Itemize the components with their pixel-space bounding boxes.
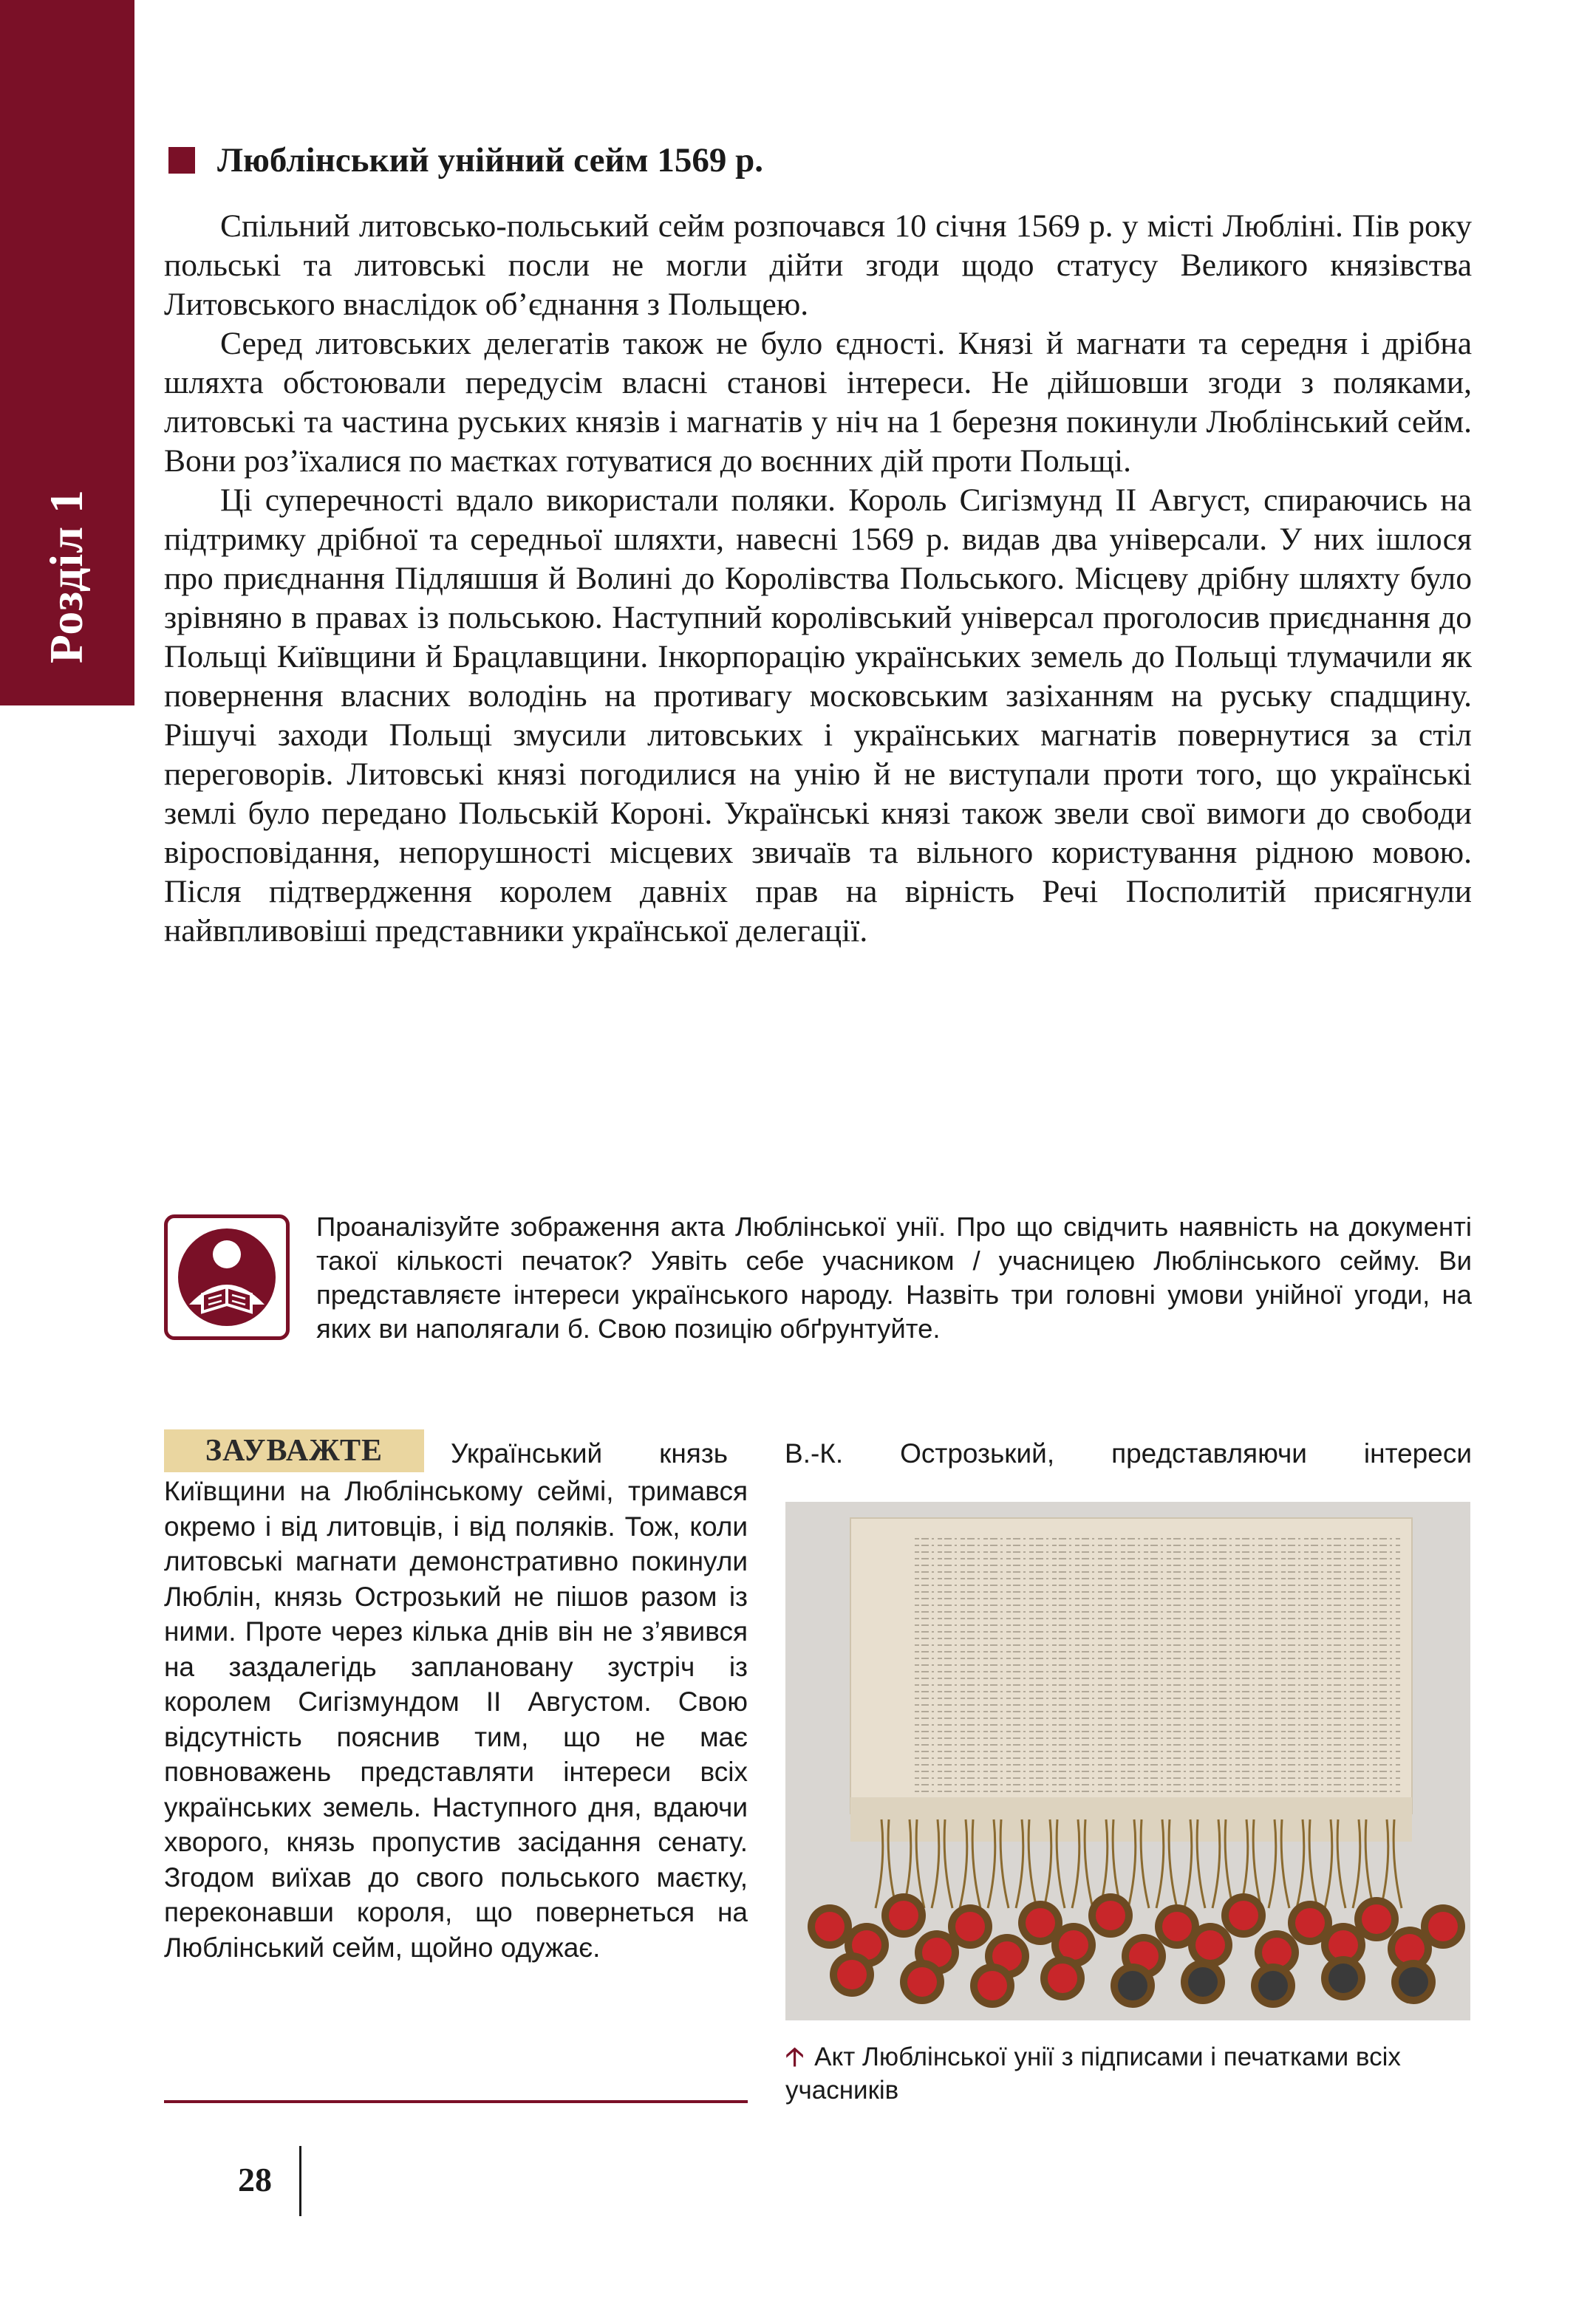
note-first-line: Український князь В.-К. Острозький, представляючи інтереси bbox=[451, 1438, 1472, 1469]
caption-text: Акт Люблінської унії з підписами і печатками всіх учасників bbox=[785, 2043, 1401, 2105]
reading-person-icon bbox=[164, 1214, 290, 1340]
paragraph: Серед литовських делегатів також не було єдності. Князі й магнати та середня і дрібна шляхта обстоювали передусім власні станові інтереси. Не дійшовши згоди з поляками, литовські та частина руських князів і магнатів у ніч на 1 березня покинули Люблінський сейм. Вони роз’їхалися по маєтках готуватися до воєнних дій проти Польщі. bbox=[164, 326, 1472, 479]
note-text: Київщини на Люблінському сеймі, тримався окремо і від литовців, і від поляків. Тож, коли литовські магнати демонстративно покинули Люблін, князь Острозький не пішов разом із ними. Проте через кілька днів він не з’явився на заздалегідь заплановану зустріч із королем Сигізмундом II Августом. Свою відсутність пояснив тим, що не має повноважень представляти інтереси всіх українських земель. Наступного дня, вдаючи хворого, князь пропустив засідання сенату. Згодом виїхав до свого польського маєтку, переконавши короля, що повернеться на Люблінський сейм, щойно одужає. bbox=[164, 1476, 748, 1963]
note-divider bbox=[164, 2100, 748, 2103]
task-text: Проаналізуйте зображення акта Люблінської унії. Про що свідчить наявність на документі такої кількості печаток? Уявіть себе учасником / учасницею Люблінського сейму. Ви представляєте інтереси українського народу. Назвіть три головні умови унійної угоди, на яких ви наполягали б. Свою позицію обґрунтуйте. bbox=[316, 1211, 1472, 1344]
task-block bbox=[164, 1210, 1472, 1387]
photo-caption bbox=[785, 2040, 1470, 2107]
main-text bbox=[164, 207, 1472, 951]
paragraph: Ці суперечності вдало використали поляки. Король Сигізмунд II Август, спираючись на підтримку дрібної та середньої шляхти, навесні 1569 р. видав два універсали. У них ішлося про приєднання Підляшшя й Волині до Королівства Польського. Місцеву дрібну шляхту було зрівняно в правах із польською. Наступний королівський універсал проголосив приєднання до Польщі Київщини й Брацлавщини. Інкорпорацію українських земель до Польщі тлумачили як повернення власних володінь на противагу московським зазіханням на руську спадщину. Рішучі заходи Польщі змусили литовських і українських магнатів повернутися за стіл переговорів. Литовські князі погодилися на унію й не виступали проти того, що українські землі було передано Польській Короні. Українські князі також звели свої вимоги до свободи віросповідання, непорушності місцевих звичаїв та вільного користування рідною мовою. Після підтвердження королем давніх прав на вірність Речі Посполитій присягнули найвпливовіші представники української делегації. bbox=[164, 482, 1472, 949]
page-number: 28 bbox=[238, 2160, 272, 2198]
section-label bbox=[7, 454, 126, 698]
section-label-text: Розділ 1 bbox=[40, 488, 92, 664]
paragraph: Спільний литовсько-польський сейм розпочався 10 січня 1569 р. у місті Любліні. Пів року польські та литовські посли не могли дійти згоди щодо статусу Великого князівства Литовського внаслідок об’єднання з Польщею. bbox=[164, 208, 1472, 322]
section-side-tab bbox=[0, 0, 134, 705]
note-label: ЗАУВАЖТЕ bbox=[164, 1429, 424, 1472]
heading-square-icon bbox=[168, 147, 195, 174]
page-number-divider bbox=[299, 2146, 301, 2216]
section-heading bbox=[168, 134, 1498, 186]
section-title: Люблінський унійний сейм 1569 р. bbox=[217, 141, 763, 180]
union-act-photo bbox=[785, 1502, 1470, 2020]
arrow-up-icon: 🡡 bbox=[785, 2043, 805, 2071]
